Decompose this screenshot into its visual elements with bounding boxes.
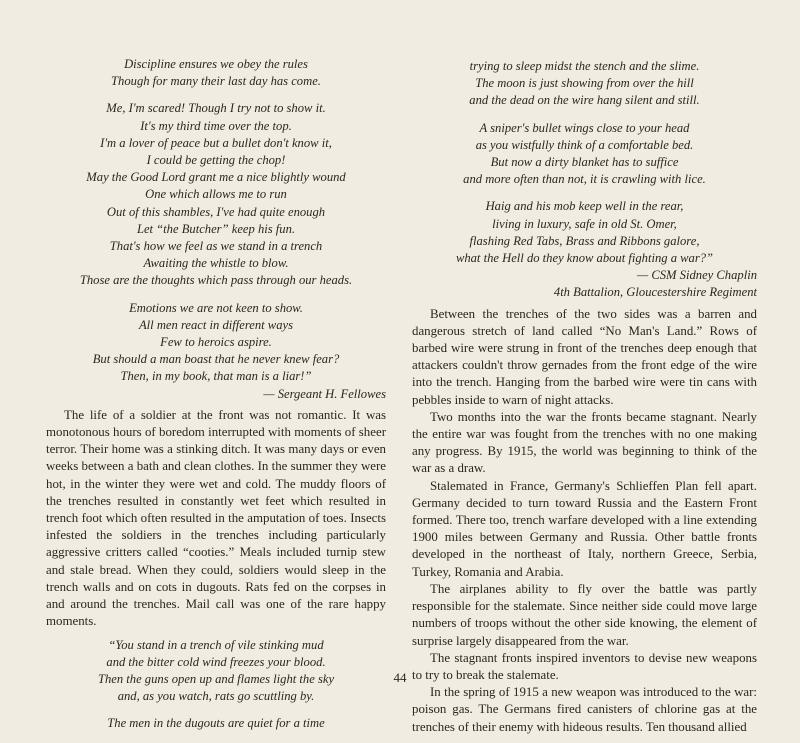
verse-line: Then, in my book, that man is a liar!”	[120, 369, 312, 384]
verse-line: It's my third time over the top.	[140, 118, 292, 133]
poem-stanza	[46, 100, 386, 289]
verse-line: That's how we feel as we stand in a trench	[109, 239, 323, 254]
verse-line: I'm a lover of peace but a bullet don't know it,	[100, 135, 332, 150]
verse-line: Let “the Butcher” keep his fun.	[136, 221, 296, 236]
body-paragraph: The stagnant fronts inspired inventors to devise new weapons to try to break the stalemate.	[412, 650, 757, 682]
poem-stanza	[46, 300, 386, 403]
poem-stanza	[412, 58, 757, 110]
poem-stanza	[46, 56, 386, 90]
poem-attribution: — CSM Sidney Chaplin	[637, 268, 757, 283]
body-paragraph: The airplanes ability to fly over the battle was partly responsible for the stalemate. Since neither side could move large numbers of troops without the other side knowing, the element of surprise largely disappeared from the war.	[412, 581, 757, 648]
body-paragraph: Between the trenches of the two sides was a barren and dangerous stretch of land called “No Man's Land.” Rows of barbed wire were strung in front of the trenches deep enough that attackers couldn't throw gernades from the front edge of the wire into the trench. Hanging from the barbed wire were tin cans with pebbles inside to warn of night attacks.	[412, 306, 757, 407]
verse-line: Emotions we are not keen to show.	[129, 300, 303, 315]
poem-attribution: — Sergeant H. Fellowes	[263, 386, 386, 401]
poem-stanza	[412, 198, 757, 301]
verse-line: But should a man boast that he never knew fear?	[92, 352, 340, 367]
verse-line: and more often than not, it is crawling with lice.	[463, 172, 706, 187]
body-paragraph: Two months into the war the fronts became stagnant. Nearly the entire war was fought from the trenches with no one making any progress. By 1915, the world was beginning to think of the war as a draw.	[412, 409, 757, 476]
verse-line: Though for many their last day has come.	[111, 74, 321, 89]
verse-line: “You stand in a trench of vile stinking mud	[108, 637, 324, 652]
verse-line: and the bitter cold wind freezes your blood.	[106, 654, 326, 669]
verse-line: Awaiting the whistle to blow.	[143, 256, 289, 271]
verse-line: and, as you watch, rats go scuttling by.	[117, 689, 315, 704]
verse-line: But now a dirty blanket has to suffice	[490, 155, 679, 170]
verse-line: Me, I'm scared! Though I try not to show it.	[106, 101, 326, 116]
verse-line: Discipline ensures we obey the rules	[124, 57, 308, 71]
right-column	[412, 58, 757, 736]
verse-line: Haig and his mob keep well in the rear,	[485, 199, 684, 214]
verse-line: living in luxury, safe in old St. Omer,	[492, 216, 677, 231]
body-paragraph: Stalemated in France, Germany's Schlieffen Plan fell apart. Germany decided to turn toward Russia and the Eastern Front formed. There too, trench warfare developed with a line extending 1900 miles between Germany and Russia. Other battle fronts developed in the northeast of Italy, northern Greece, Serbia, Turkey, Romania and Arabia.	[412, 478, 757, 579]
verse-line: Then the guns open up and flames light the sky	[97, 671, 335, 686]
body-paragraph: The life of a soldier at the front was not romantic. It was monotonous hours of boredom interrupted with moments of sheer terror. Their home was a stinking ditch. It was many days or even weeks between a bath and clean clothes. In the summer they were hot, in the winter they were wet and cold. The muddy floors of the trenches resulted in constantly wet feet which resulted in trench foot which often resulted in the amputation of toes. Insects infested the soldiers in the trenches including particularly aggressive critters called “cooties.” Meals included turnip stew and stale bread. When they could, soldiers would sleep in the trench walls and on cots in dugouts. Rats fed on the corpses in and around the trenches. Mail call was one of the rare happy moments.	[46, 407, 386, 629]
left-column	[46, 56, 386, 743]
verse-line: what the Hell do they know about fighting a war?”	[455, 251, 714, 266]
verse-line: trying to sleep midst the stench and the slime.	[469, 59, 700, 73]
verse-line: I could be getting the chop!	[146, 153, 286, 168]
page-number: 44	[393, 670, 407, 685]
verse-line: Those are the thoughts which pass through our heads.	[79, 273, 353, 288]
verse-line: The moon is just showing from over the hill	[475, 76, 694, 91]
verse-line: as you wistfully think of a comfortable bed.	[475, 137, 694, 152]
verse-line: A sniper's bullet wings close to your head	[479, 120, 690, 135]
verse-line: One which allows me to run	[145, 187, 287, 202]
verse-line: Few to heroics aspire.	[160, 335, 272, 350]
verse-line: May the Good Lord grant me a nice blightly wound	[86, 170, 346, 185]
verse-line: The men in the dugouts are quiet for a time	[107, 716, 325, 731]
poem-attribution: 4th Battalion, Gloucestershire Regiment	[553, 285, 757, 300]
poem-stanza	[412, 120, 757, 189]
verse-line: All men react in different ways	[138, 317, 293, 332]
body-paragraph: In the spring of 1915 a new weapon was introduced to the war: poison gas. The Germans fired canisters of chlorine gas at the trenches of their enemy with hideous results. Ten thousand allied	[412, 685, 757, 734]
verse-line: Out of this shambles, I've had quite enough	[106, 204, 326, 219]
verse-line: and the dead on the wire hang silent and still.	[469, 93, 700, 108]
verse-line: flashing Red Tabs, Brass and Ribbons galore,	[469, 233, 700, 248]
